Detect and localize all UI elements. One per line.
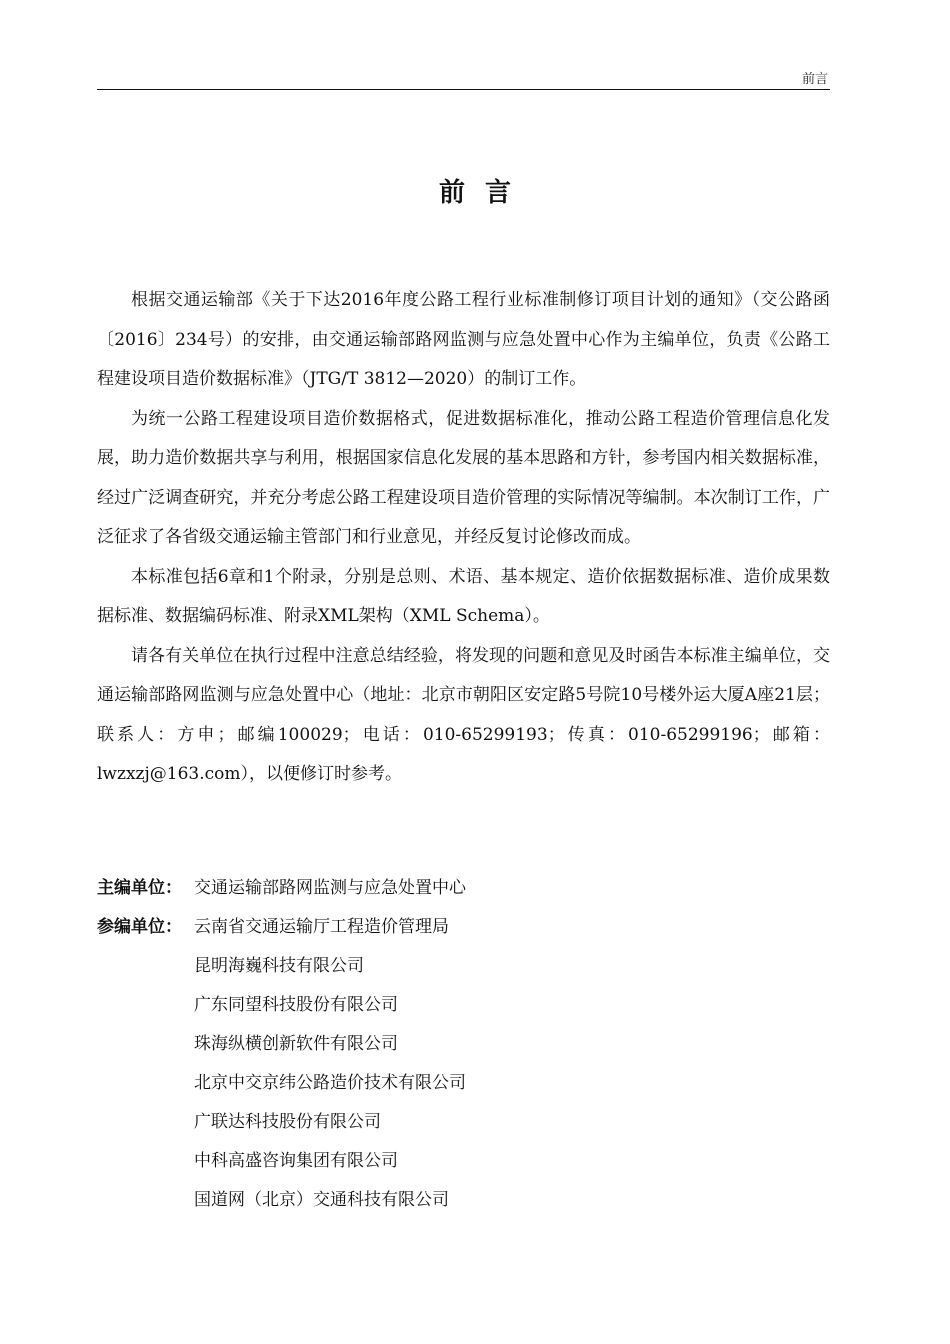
participant-row — [97, 1103, 830, 1142]
participant-row — [97, 908, 830, 947]
running-header: 前言 — [801, 72, 828, 87]
participant-name: 广联达科技股份有限公司 — [194, 1112, 381, 1132]
chief-editor-row — [97, 869, 830, 908]
chief-editor-label: 主编单位： — [97, 878, 182, 898]
participant-row — [97, 1064, 830, 1103]
participant-row — [97, 986, 830, 1025]
participant-row — [97, 947, 830, 986]
participant-row — [97, 1142, 830, 1181]
participant-name: 中科高盛咨询集团有限公司 — [194, 1151, 398, 1171]
participant-row — [97, 1181, 830, 1220]
participant-name: 昆明海巍科技有限公司 — [194, 956, 364, 976]
participant-row — [97, 1025, 830, 1064]
page-title: 前言 — [438, 178, 531, 208]
editing-units — [97, 869, 830, 1220]
chief-editor-name: 交通运输部路网监测与应急处置中心 — [194, 878, 466, 898]
participant-name: 云南省交通运输厅工程造价管理局 — [194, 917, 449, 937]
paragraph-4: 请各有关单位在执行过程中注意总结经验，将发现的问题和意见及时函告本标准主编单位，交通运输部路网监测与应急处置中心（地址：北京市朝阳区安定路5号院10号楼外运大厦A座21层；联系人：方申；邮编100029；电话：010-65299193；传真：010-65299196；邮箱：lwzxzj@163.com），以便修订时参考。 — [97, 645, 830, 784]
preface-body — [97, 281, 830, 795]
paragraph-2: 为统一公路工程建设项目造价数据格式，促进数据标准化，推动公路工程造价管理信息化发展，助力造价数据共享与利用，根据国家信息化发展的基本思路和方针，参考国内相关数据标准，经过广泛调查研究，并充分考虑公路工程建设项目造价管理的实际情况等编制。本次制订工作，广泛征求了各省级交通运输主管部门和行业意见，并经反复讨论修改而成。 — [97, 408, 830, 547]
paragraph-1: 根据交通运输部《关于下达2016年度公路工程行业标准制修订项目计划的通知》（交公路函〔2016〕234号）的安排，由交通运输部路网监测与应急处置中心作为主编单位，负责《公路工程建设项目造价数据标准》（JTG/T 3812—2020）的制订工作。 — [97, 290, 830, 389]
participant-name: 北京中交京纬公路造价技术有限公司 — [194, 1073, 466, 1093]
participants-label: 参编单位： — [97, 917, 182, 937]
participant-name: 广东同望科技股份有限公司 — [194, 995, 398, 1015]
participant-name: 珠海纵横创新软件有限公司 — [194, 1034, 398, 1054]
participant-name: 国道网（北京）交通科技有限公司 — [194, 1190, 449, 1210]
paragraph-3: 本标准包括6章和1个附录，分别是总则、术语、基本规定、造价依据数据标准、造价成果数据标准、数据编码标准、附录XML架构（XML Schema）。 — [97, 566, 830, 626]
header-rule — [97, 89, 830, 90]
